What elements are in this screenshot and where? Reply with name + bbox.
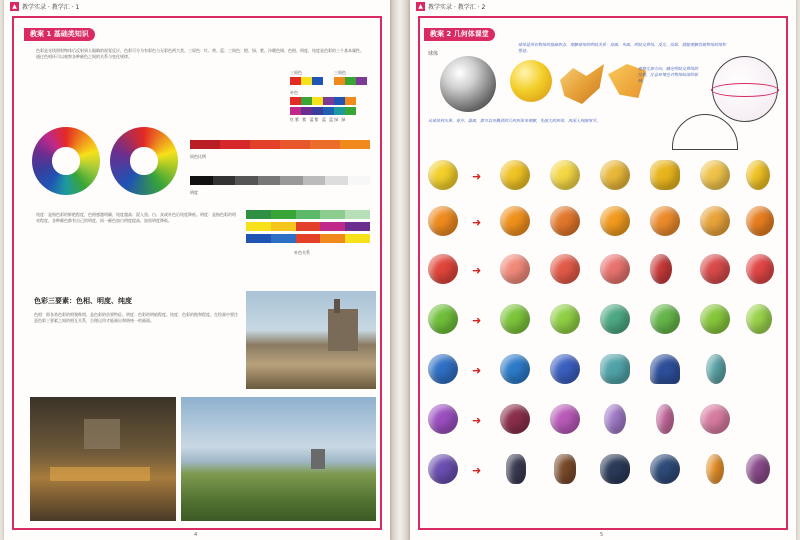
still-life-study (740, 252, 783, 288)
blue-strip (246, 234, 370, 243)
still-life-study (644, 204, 687, 240)
still-life-study (422, 452, 465, 488)
color-wheel-24 (110, 127, 178, 195)
running-head (10, 2, 79, 11)
still-life-study (544, 302, 587, 338)
still-life-study (594, 402, 637, 438)
spectrum-names: 红紫 紫 蓝紫 蓝 蓝绿 绿 (290, 117, 347, 122)
still-life-study (740, 302, 783, 338)
still-life-study (594, 252, 637, 288)
complementary-label: 补色 (290, 90, 298, 95)
still-life-study (422, 204, 465, 240)
arrow-icon: ➜ (472, 464, 482, 477)
running-head-text: 教学实录 · 教学汇 · 2 (428, 4, 486, 11)
arrow-icon: ➜ (472, 414, 482, 427)
still-life-study (644, 452, 687, 488)
lesson-title: 教案 1 基础类知识 (24, 28, 95, 41)
sphere-drawing (440, 56, 496, 112)
arrow-icon: ➜ (472, 364, 482, 377)
complementary-swatches (290, 97, 356, 105)
still-life-study (694, 158, 737, 194)
running-head-text: 教学实录 · 教学汇 · 1 (22, 4, 80, 11)
still-life-study (594, 302, 637, 338)
section-subhead: 色彩三要素：色相、明度、纯度 (34, 297, 132, 305)
still-life-study (694, 402, 737, 438)
still-life-study (694, 252, 737, 288)
still-life-study (544, 452, 587, 488)
arrow-icon: ➜ (472, 264, 482, 277)
still-life-study (694, 302, 737, 338)
still-life-study (422, 252, 465, 288)
page-number: 5 (600, 532, 604, 538)
still-life-study (494, 352, 537, 388)
still-life-study (740, 158, 783, 194)
still-life-study (544, 204, 587, 240)
body-text-3: 色相：即各类色彩的相貌称谓，是色彩的首要特征。明度：色彩的明暗程度。纯度：色彩的饱和程度。在绘画中要注意色彩三要素之间的相互关系，合理运用才能画出和谐统一的画面。 (34, 312, 238, 323)
page-number: 4 (194, 532, 198, 538)
book-spine (390, 0, 410, 540)
still-life-study (594, 204, 637, 240)
sphere-structure-diagram (712, 56, 778, 122)
lesson-title: 教案 2 几何体课堂 (424, 28, 495, 41)
still-life-study (494, 302, 537, 338)
yellow-sphere (510, 60, 552, 102)
painting-city-street (30, 397, 176, 521)
arrow-icon: ➜ (472, 170, 482, 183)
still-life-study (544, 252, 587, 288)
still-life-study (694, 204, 737, 240)
still-life-study (740, 452, 783, 488)
gray-strip (190, 176, 370, 185)
still-life-study (544, 158, 587, 194)
lightness-label: 同色比例 (190, 154, 206, 159)
spectrum-swatches (290, 107, 356, 115)
secondary-label: 三间色 (334, 70, 346, 75)
gray-label: 明度 (190, 190, 198, 195)
still-life-study (644, 252, 687, 288)
note-right: 观察光源方向，确定明暗交界线的位置，注意环境色对物体暗部的影响。 (638, 66, 698, 83)
still-life-study (494, 158, 537, 194)
still-life-study (644, 302, 687, 338)
still-life-study (544, 402, 587, 438)
still-life-study (494, 204, 537, 240)
still-life-study (494, 402, 537, 438)
still-life-study (694, 352, 737, 388)
still-life-study (422, 352, 465, 388)
book-logo-icon: ▲ (10, 2, 19, 11)
still-life-study (422, 158, 465, 194)
painting-beach-promenade (246, 291, 376, 389)
hue-strip (190, 140, 370, 149)
still-life-study (594, 452, 637, 488)
painting-seaside-landscape (181, 397, 376, 521)
still-life-study (494, 252, 537, 288)
primary-swatches (290, 77, 323, 85)
running-head (416, 2, 485, 11)
still-life-study (644, 352, 687, 388)
yellow-strip (246, 222, 370, 231)
still-life-study (644, 402, 687, 438)
neutral-label: 补色关系 (294, 250, 310, 255)
sphere-label: 球体 (428, 51, 439, 57)
still-life-study (594, 158, 637, 194)
still-life-study (422, 302, 465, 338)
still-life-study (644, 158, 687, 194)
still-life-study (544, 352, 587, 388)
green-strip (246, 210, 370, 219)
arrow-icon: ➜ (472, 216, 482, 229)
still-life-study (694, 452, 737, 488)
primary-label: 三原色 (290, 70, 302, 75)
still-life-study (422, 402, 465, 438)
still-life-study (494, 452, 537, 488)
left-page (4, 0, 390, 540)
still-life-study (740, 204, 783, 240)
body-text-2: 纯度：是指色彩的鲜艳程度，色相感越明确，纯度越高；混入黑、白、灰或补色后纯度降低。明度：是指色彩的明亮程度，各种颜色都有自己的明度，同一颜色加白明度提高，加黑明度降低。 (36, 212, 236, 223)
note-top: 球体是所有物体的基础形态，理解球体的明暗关系：亮面、灰面、明暗交界线、反光、投影，就能理解其他物体的体积塑造。 (518, 42, 726, 53)
intro-text: 色彩是光线照射物体后反射到人眼睛的视觉反应，色彩可分为有彩色与无彩色两大类。三原色：红、黄、蓝；三间色：橙、绿、紫。冷暖色调、色相、明度、纯度是色彩的三个基本属性。通过色相环可以观察各种颜色之间的关系与变化规律。 (36, 48, 364, 59)
right-page (410, 0, 796, 540)
secondary-swatches (334, 77, 367, 85)
book-logo-icon: ▲ (416, 2, 425, 11)
still-life-study (594, 352, 637, 388)
color-wheel-12 (32, 127, 100, 195)
arrow-icon: ➜ (472, 314, 482, 327)
note-mid: 从球体到水果、花卉、器皿，都可以用概括的几何形体来理解，先画大的形体，再深入刻画细节。 (428, 118, 600, 123)
